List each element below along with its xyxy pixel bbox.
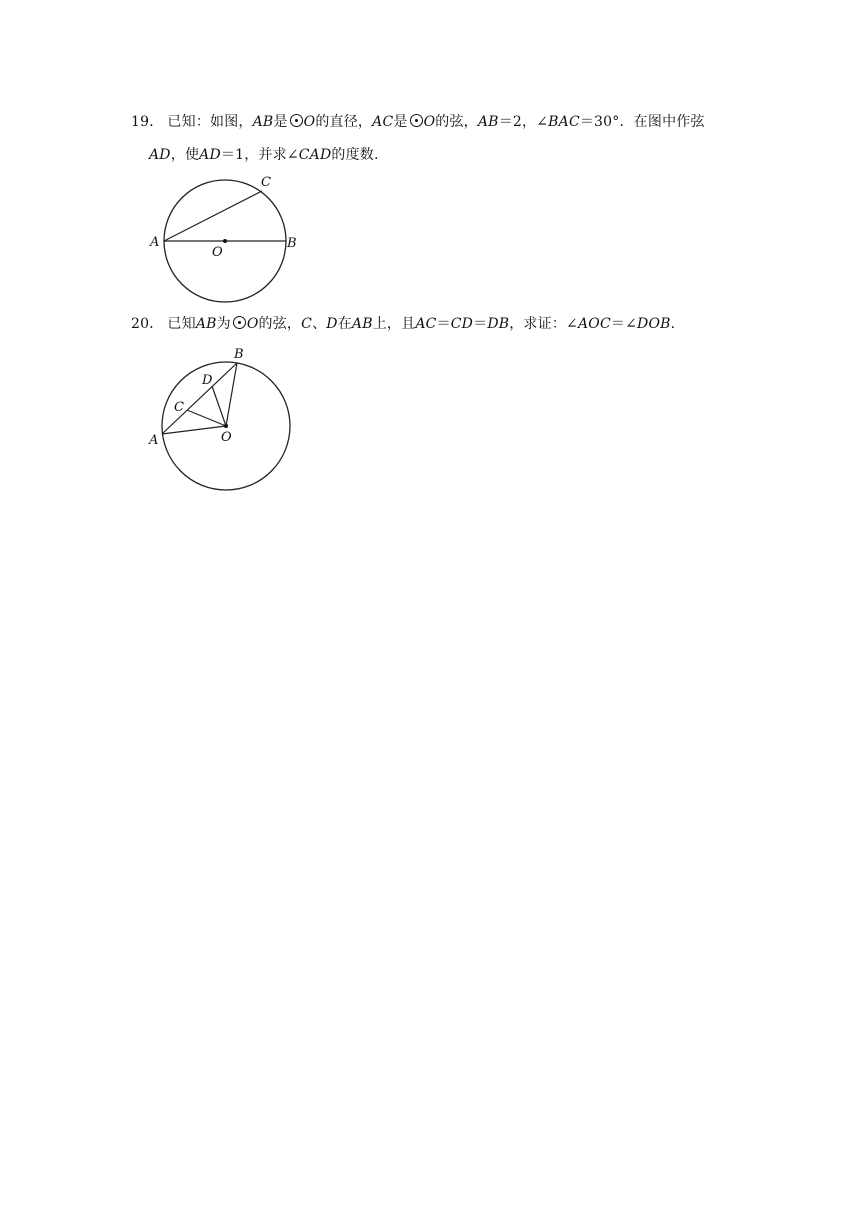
q19-label-o: O <box>212 245 223 260</box>
q20-text: 为 <box>216 316 231 332</box>
q20-chord-ab <box>162 363 237 434</box>
q20-text: ，求证：∠ <box>509 316 578 332</box>
q20-text: ＝∠ <box>610 316 638 332</box>
q20-text: 已知 <box>167 316 196 332</box>
q20-text: 上，且 <box>372 316 416 332</box>
q20-label-b: B <box>234 347 244 362</box>
q20-center-point <box>224 424 228 428</box>
q19-line-2 <box>149 145 379 165</box>
q20-var-ac: AC <box>415 316 437 332</box>
q20-text: . <box>670 316 676 332</box>
q19-var-cad: CAD <box>298 147 332 163</box>
q20-text: 、 <box>312 316 327 332</box>
q20-var-c: C <box>301 316 313 332</box>
q19-var-ab: AB <box>477 114 499 130</box>
q20-label-a: A <box>149 433 159 448</box>
q19-var-bac: BAC <box>548 114 580 130</box>
q19-number: 19． <box>131 114 164 130</box>
circle-symbol-icon <box>233 316 246 329</box>
q20-var-db: DB <box>487 316 510 332</box>
q19-label-c: C <box>261 175 271 190</box>
q20-text: ＝ <box>436 316 451 332</box>
circle-symbol-icon <box>290 114 303 127</box>
q19-text: 已知：如图， <box>167 114 253 130</box>
q20-var-ab: AB <box>351 316 373 332</box>
q20-segment-od <box>212 386 226 426</box>
q19-var-ac: AC <box>372 114 394 130</box>
q20-segment-oc <box>187 410 226 426</box>
q20-label-o: O <box>221 430 232 445</box>
q19-var-o: O <box>423 114 436 130</box>
q20-label-c: C <box>174 400 184 415</box>
q19-line-1 <box>131 112 705 132</box>
q19-text: 的度数. <box>331 147 379 163</box>
q20-figure <box>140 340 310 500</box>
q20-text: 在 <box>337 316 352 332</box>
q19-var-ad: AD <box>149 147 171 163</box>
q19-label-a: A <box>150 235 160 250</box>
q19-var-ab: AB <box>252 114 274 130</box>
q19-figure <box>140 170 310 310</box>
q19-text: 是 <box>273 114 288 130</box>
q19-text: ＝30°．在图中作弦 <box>579 114 705 130</box>
q20-text: 的弦， <box>258 316 302 332</box>
q20-var-dob: DOB <box>637 316 671 332</box>
q20-line-1 <box>131 314 675 334</box>
q19-label-b: B <box>287 236 297 251</box>
q20-var-d: D <box>326 316 338 332</box>
q20-number: 20． <box>131 316 164 332</box>
q19-text: ＝1，并求∠ <box>220 147 299 163</box>
q20-segment-oa <box>162 426 226 434</box>
q19-text: ＝2，∠ <box>498 114 549 130</box>
q19-text: 的弦， <box>435 114 478 130</box>
q19-text: ，使 <box>170 147 200 163</box>
q19-chord-ac <box>164 191 262 241</box>
circle-symbol-icon <box>410 114 423 127</box>
q19-var-ad: AD <box>199 147 221 163</box>
q20-var-o: O <box>246 316 259 332</box>
q20-label-d: D <box>202 373 213 388</box>
q20-text: ＝ <box>473 316 488 332</box>
q20-var-aoc: AOC <box>577 316 611 332</box>
q19-center-point <box>223 239 227 243</box>
q20-var-ab: AB <box>195 316 217 332</box>
q20-var-cd: CD <box>450 316 474 332</box>
q19-text: 是 <box>393 114 408 130</box>
q19-var-o: O <box>303 114 316 130</box>
q19-text: 的直径， <box>315 114 373 130</box>
